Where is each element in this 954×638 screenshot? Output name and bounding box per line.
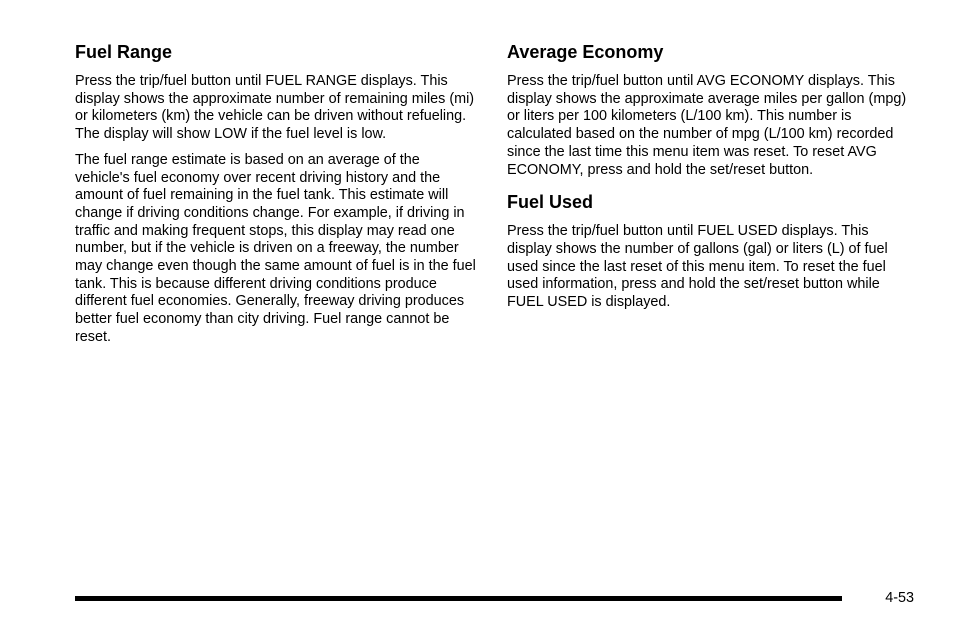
left-column — [75, 40, 477, 355]
footer-rule — [75, 596, 842, 601]
fuel-range-paragraph-2: The fuel range estimate is based on an average of the vehicle's fuel economy over recent driving history and the amount of fuel remaining in the fuel tank. This estimate will change if driving conditions change. For example, if driving in traffic and making frequent stops, this display may read one number, but if the vehicle is driven on a freeway, the number may change even though the same amount of fuel is in the fuel tank. This is because different driving conditions produce different fuel economies. Generally, freeway driving produces better fuel economy than city driving. Fuel range cannot be reset. — [75, 151, 476, 345]
average-economy-heading: Average Economy — [507, 42, 664, 62]
average-economy-paragraph: Press the trip/fuel button until AVG ECONOMY displays. This display shows the approximate average miles per gallon (mpg) or liters per 100 kilometers (L/100 km). This number is calculated based on the number of mpg (L/100 km) recorded since the last time this menu item was reset. To reset AVG ECONOMY, press and hold the set/reset button. — [507, 73, 907, 178]
fuel-used-paragraph: Press the trip/fuel button until FUEL USED displays. This display shows the number of gallons (gal) or liters (L) of fuel used since the last reset of this menu item. To reset the fuel used information, press and hold the set/reset button while FUEL USED is displayed. — [507, 223, 888, 311]
fuel-range-paragraph-1: Press the trip/fuel button until FUEL RANGE displays. This display shows the approximate number of remaining miles (mi) or kilometers (km) the vehicle can be driven without refueling. The display will show LOW if the fuel level is low. — [75, 73, 475, 143]
fuel-used-heading: Fuel Used — [507, 192, 594, 213]
right-column — [507, 40, 907, 320]
fuel-range-heading: Fuel Range — [75, 42, 173, 62]
page-number: 4-53 — [885, 590, 914, 606]
